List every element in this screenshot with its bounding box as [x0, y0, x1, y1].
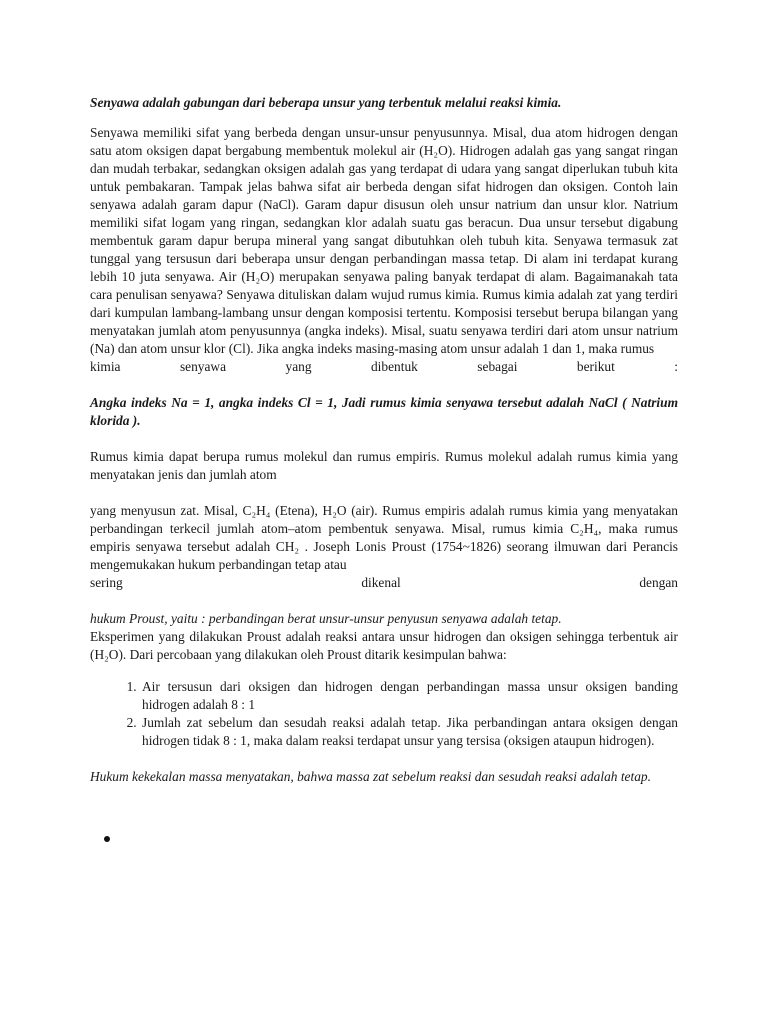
paragraph-eksperimen: Eksperimen yang dilakukan Proust adalah reaksi antara unsur hidrogen dan oksigen sehingga terbentuk air (H₂O). Dari percobaan yang dilakukan oleh Proust ditarik kesimpulan bahwa:	[90, 629, 678, 662]
paragraph-rumus-empiris-last-line: sering dikenal dengan	[90, 575, 678, 590]
list-item: 1. Air tersusun dari oksigen dan hidrogen dengan perbandingan massa unsur oksigen banding hidrogen adalah 8 : 1	[140, 678, 678, 714]
mass-conservation-law: Hukum kekekalan massa menyatakan, bahwa massa zat sebelum reaksi dan sesudah reaksi adalah tetap.	[90, 769, 651, 784]
document-page	[90, 94, 678, 848]
paragraph-senyawa: Senyawa memiliki sifat yang berbeda dengan unsur-unsur penyusunnya. Misal, dua atom hidrogen dengan satu atom oksigen dapat bergabung membentuk molekul air (H₂O). Hidrogen adalah gas yang sangat ringan dan mudah terbakar, sedangkan oksigen adalah gas yang terdapat di udara yang sangat diperlukan tubuh kita untuk pembakaran. Tampak jelas bahwa sifat air berbeda dengan sifat hidrogen dan oksigen. Contoh lain senyawa adalah garam dapur (NaCl). Garam dapur disusun oleh unsur natrium dan unsur klor. Natrium memiliki sifat logam yang ringan, sedangkan klor adalah suatu gas beracun. Dua unsur tersebut digabung membentuk garam dapur berupa mineral yang sangat dibutuhkan oleh tubuh kita. Senyawa termasuk zat tunggal yang tersusun dari beberapa unsur dengan perbandingan massa tetap. Di alam ini terdapat kurang lebih 10 juta senyawa. Air (H₂O) merupakan senyawa paling banyak terdapat di alam. Bagaimanakah tata cara penulisan senyawa? Senyawa dituliskan dalam wujud rumus kimia. Rumus kimia adalah zat yang terdiri dari kumpulan lambang-lambang unsur dengan komposisi tertentu. Komposisi tersebut berupa bilangan yang menyatakan jumlah atom penyusunnya (angka indeks). Misal, suatu senyawa terdiri dari atom unsur natrium (Na) dan atom unsur klor (Cl). Jika angka indeks masing-masing atom unsur adalah 1 dan 1, maka rumus	[90, 125, 678, 356]
proust-law: hukum Proust, yaitu : perbandingan berat unsur-unsur penyusun senyawa adalah tetap.	[90, 611, 562, 626]
list-item: 2. Jumlah zat sebelum dan sesudah reaksi adalah tetap. Jika perbandingan antara oksigen dengan hidrogen tidak 8 : 1, maka dalam reaksi terdapat unsur yang tersisa (oksigen ataupun hidrogen).	[140, 714, 678, 750]
conclusion-list	[90, 678, 678, 750]
bullet-dot-icon	[104, 836, 110, 842]
list-item	[90, 830, 678, 848]
heading: Senyawa adalah gabungan dari beberapa unsur yang terbentuk melalui reaksi kimia.	[90, 95, 562, 110]
paragraph-rumus-empiris: yang menyusun zat. Misal, C₂H₄ (Etena), H₂O (air). Rumus empiris adalah rumus kimia yang menyatakan perbandingan terkecil jumlah atom–atom pembentuk senyawa. Misal, rumus kimia C₂H₄, maka rumus empiris senyawa tersebut adalah CH₂ . Joseph Lonis Proust (1754~1826) seorang ilmuwan dari Perancis mengemukakan hukum perbandingan tetap atau	[90, 503, 678, 572]
paragraph-senyawa-last-line: kimia senyawa yang dibentuk sebagai berikut :	[90, 359, 678, 374]
paragraph-rumus-kimia: Rumus kimia dapat berupa rumus molekul dan rumus empiris. Rumus molekul adalah rumus kimia yang menyatakan jenis dan jumlah atom	[90, 449, 678, 482]
nacl-statement: Angka indeks Na = 1, angka indeks Cl = 1, Jadi rumus kimia senyawa tersebut adalah NaCl ( Natrium klorida ).	[90, 395, 678, 428]
empty-bullet-list	[90, 830, 678, 848]
